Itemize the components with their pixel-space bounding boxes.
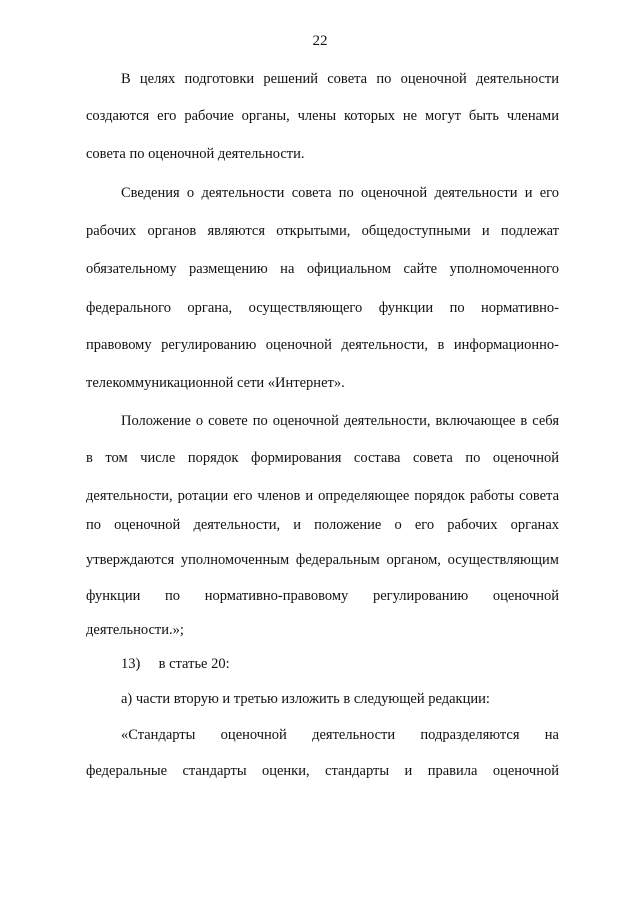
paragraph-2-line-2: рабочих органов являются открытыми, общедоступными и подлежат [86, 223, 559, 239]
paragraph-1-line-2: создаются его рабочие органы, члены которых не могут быть членами [86, 108, 559, 124]
paragraph-2-line-3: обязательному размещению на официальном сайте уполномоченного [86, 261, 559, 277]
page-number: 22 [312, 33, 328, 49]
quote-paragraph-line-1: «Стандарты оценочной деятельности подразделяются на [121, 727, 559, 743]
sub-item-a-line-1: а) части вторую и третью изложить в следующей редакции: [121, 691, 490, 707]
paragraph-2-line-4: федерального органа, осуществляющего функции по нормативно- [86, 300, 559, 316]
quote-paragraph-line-2: федеральные стандарты оценки, стандарты и правила оценочной [86, 763, 559, 779]
paragraph-3-line-3: деятельности, ротации его членов и определяющее порядок работы совета [86, 488, 559, 504]
item-text: в статье 20: [158, 656, 230, 672]
paragraph-2-line-5: правовому регулированию оценочной деятельности, в информационно- [86, 337, 559, 353]
paragraph-3-line-1: Положение о совете по оценочной деятельности, включающее в себя [121, 413, 559, 429]
paragraph-3-line-5: утверждаются уполномоченным федеральным органом, осуществляющим [86, 552, 559, 568]
paragraph-3-line-2: в том числе порядок формирования состава совета по оценочной [86, 450, 559, 466]
paragraph-3-line-6: функции по нормативно-правовому регулированию оценочной [86, 588, 559, 604]
paragraph-1-line-3: совета по оценочной деятельности. [86, 146, 305, 162]
paragraph-2-line-1: Сведения о деятельности совета по оценочной деятельности и его [121, 185, 559, 201]
paragraph-3-line-7: деятельности.»; [86, 622, 184, 638]
item-number: 13) [121, 656, 141, 672]
numbered-item-13 [121, 655, 230, 673]
paragraph-1-line-1: В целях подготовки решений совета по оценочной деятельности [121, 71, 559, 87]
paragraph-3-line-4: по оценочной деятельности, и положение о его рабочих органах [86, 517, 559, 533]
paragraph-2-line-6: телекоммуникационной сети «Интернет». [86, 375, 345, 391]
